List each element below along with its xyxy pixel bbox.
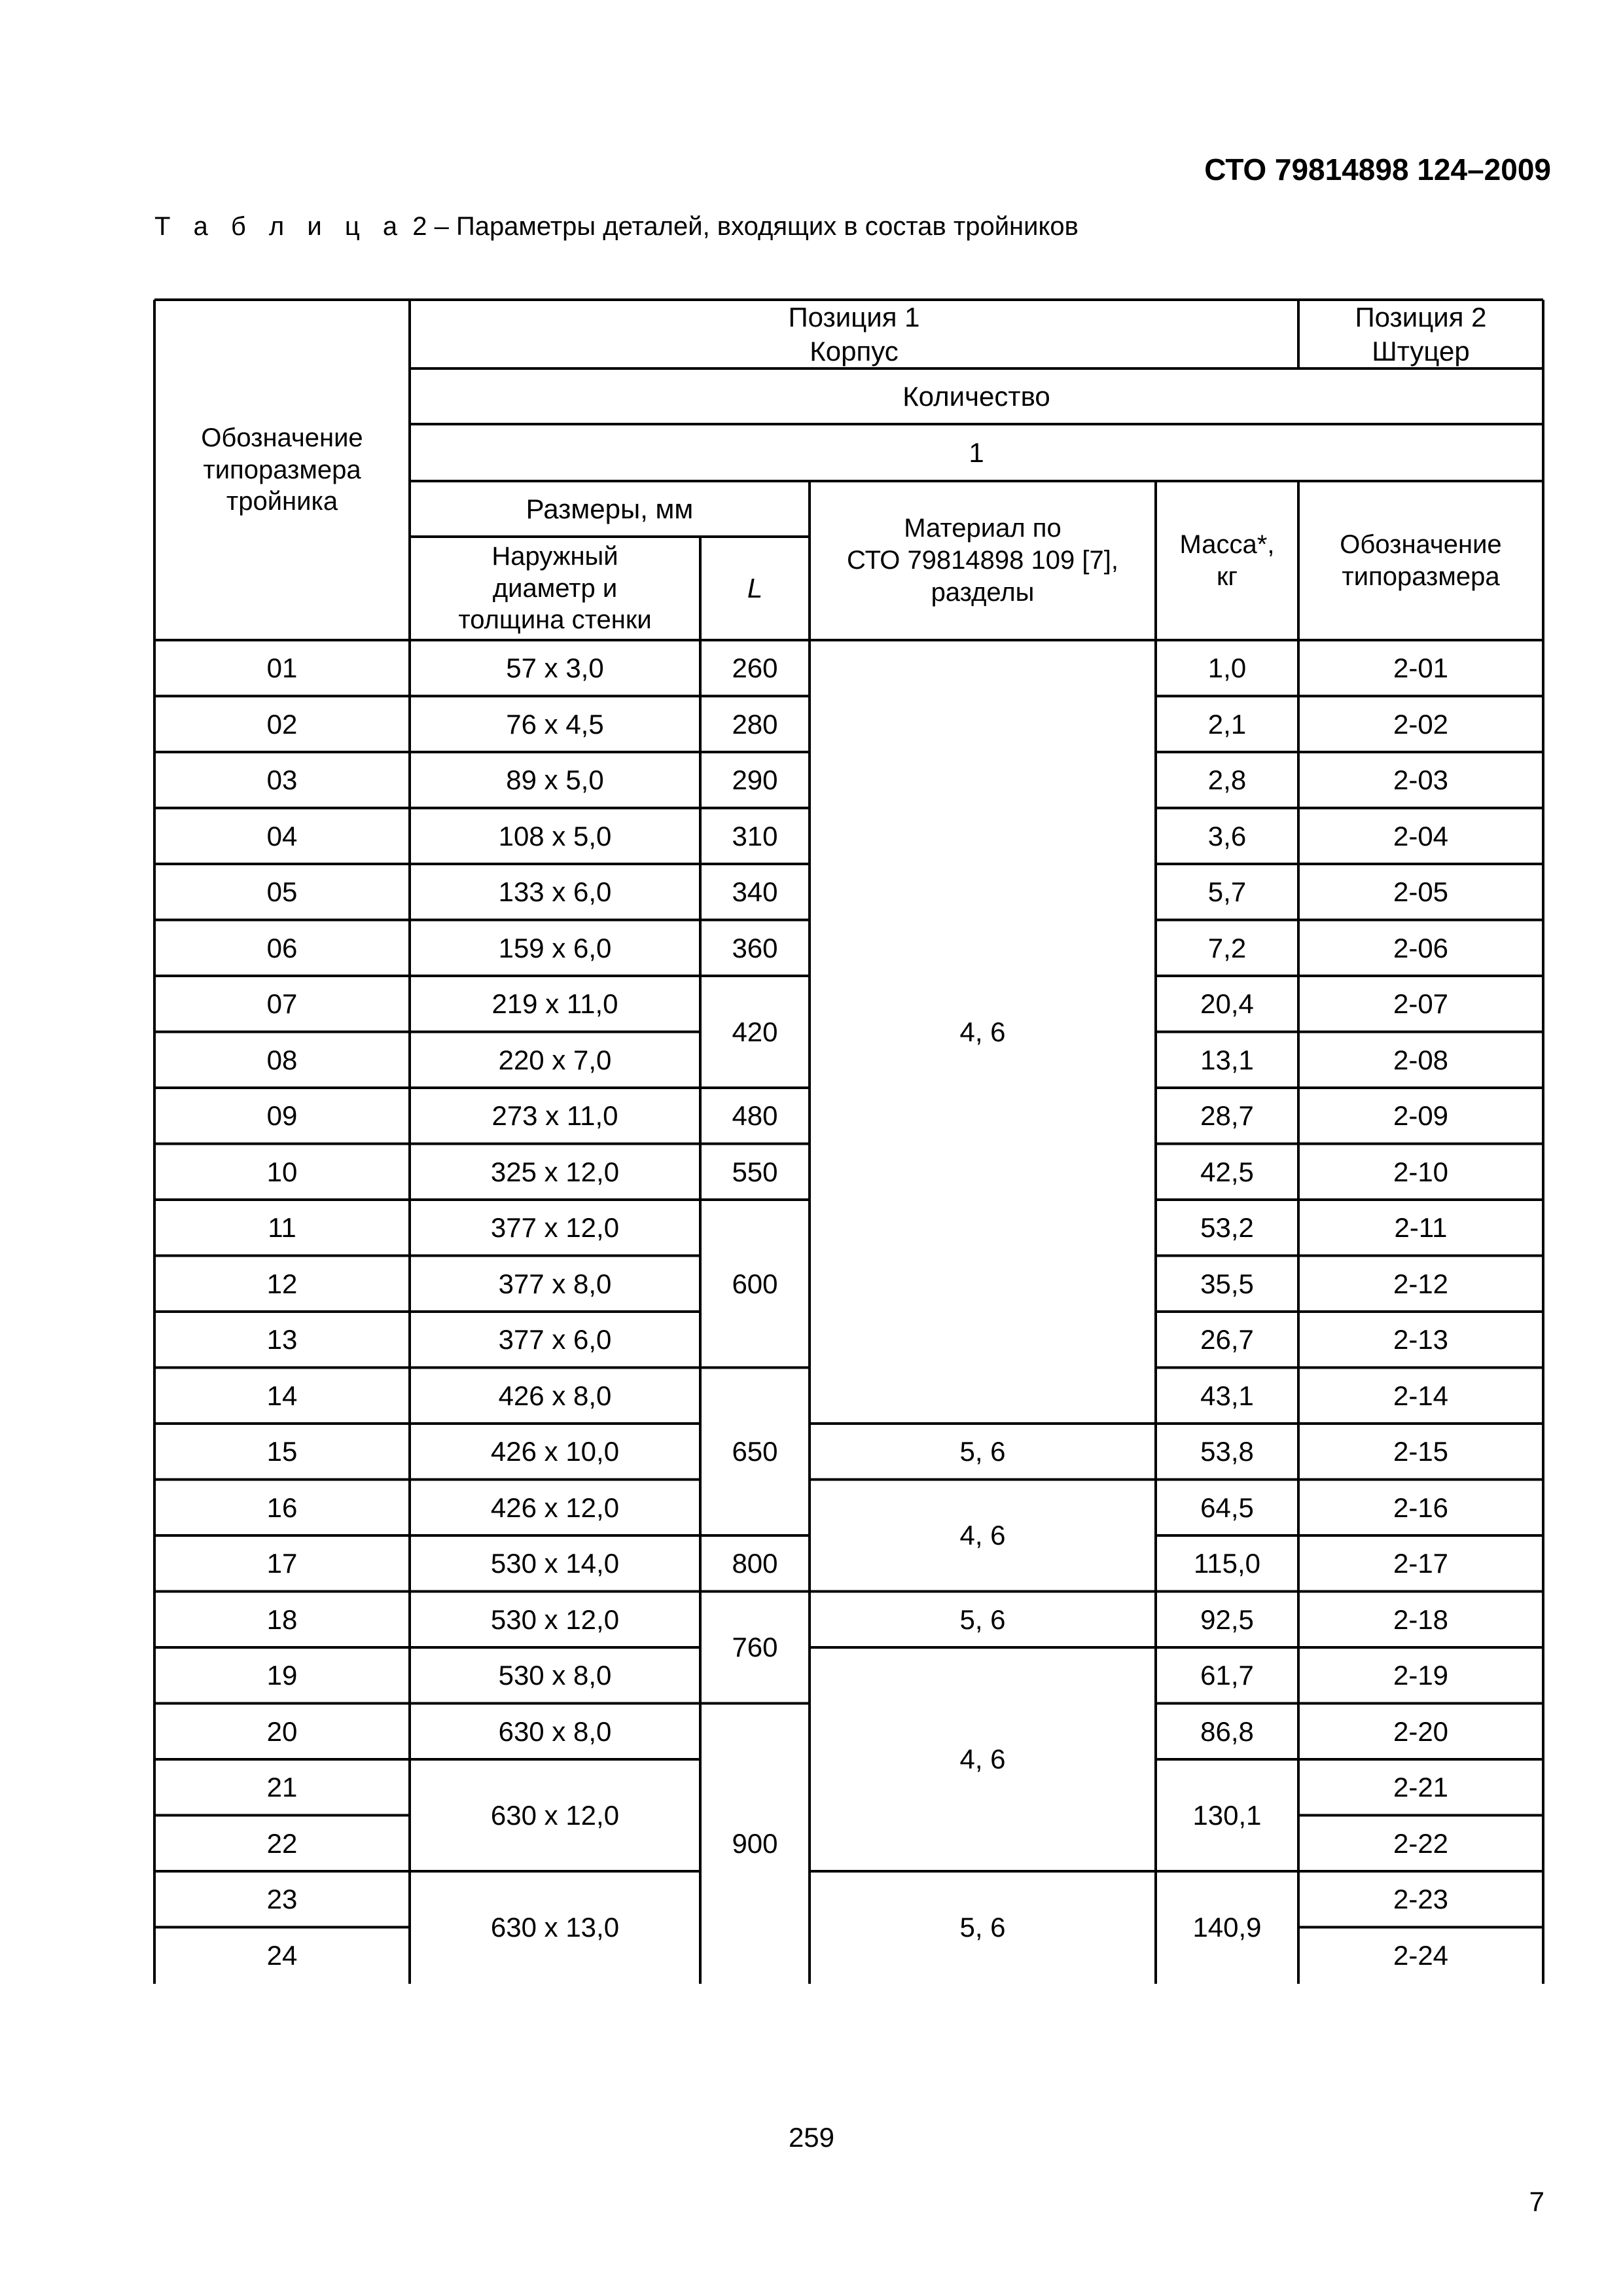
- table-row-diameter: 630 x 8,0: [498, 1715, 612, 1747]
- table-row-length: 420: [732, 1016, 778, 1047]
- table-row-designation: 23: [266, 1884, 298, 1915]
- table-row-fitting: 2-02: [1393, 708, 1449, 740]
- table-row-fitting: 2-14: [1393, 1380, 1449, 1411]
- table-row-mass: 5,7: [1207, 876, 1247, 908]
- table-row-diameter: 273 x 11,0: [491, 1100, 618, 1132]
- table-row-length: 340: [732, 876, 778, 908]
- caption-prefix: Т а б л и ц а: [154, 212, 406, 241]
- table-row-fitting: 2-07: [1393, 988, 1449, 1020]
- table-row-diameter: 325 x 12,0: [490, 1156, 620, 1187]
- table-row-diameter: 219 x 11,0: [491, 988, 618, 1020]
- table-row-designation: 08: [266, 1044, 298, 1075]
- table-row-fitting: 2-06: [1393, 932, 1449, 963]
- table-row-length: 290: [732, 764, 778, 796]
- table-row-designation: 10: [266, 1156, 298, 1187]
- header-material: Материал по СТО 79814898 109 [7], разделы: [847, 514, 1118, 607]
- table-row-fitting: 2-21: [1393, 1772, 1449, 1803]
- table-row-designation: 04: [266, 820, 298, 852]
- table-row-mass: 1,0: [1207, 653, 1247, 684]
- table-row-designation: 13: [266, 1324, 298, 1355]
- table-row-diameter: 630 x 12,0: [490, 1799, 620, 1831]
- table-row-diameter: 76 x 4,5: [506, 708, 604, 740]
- table-row-mass: 43,1: [1200, 1380, 1254, 1411]
- table-row-mass: 130,1: [1192, 1799, 1262, 1831]
- table-row-length: 480: [732, 1100, 778, 1132]
- table-row-mass: 64,5: [1200, 1492, 1254, 1523]
- table-row-mass: 26,7: [1200, 1324, 1254, 1355]
- table-row-length: 260: [732, 653, 778, 684]
- table-row-designation: 03: [266, 764, 298, 796]
- table-row-fitting: 2-09: [1393, 1100, 1449, 1132]
- table-row-designation: 18: [266, 1604, 298, 1635]
- table-row-length: 650: [732, 1436, 778, 1467]
- table-row-mass: 2,1: [1207, 708, 1247, 740]
- table-row-length: 760: [732, 1632, 778, 1663]
- table-row-diameter: 530 x 14,0: [490, 1548, 620, 1579]
- table-row-fitting: 2-15: [1393, 1436, 1449, 1467]
- table-row-diameter: 530 x 12,0: [490, 1604, 620, 1635]
- table-row-length: 360: [732, 932, 778, 963]
- table-row-fitting: 2-23: [1393, 1884, 1449, 1915]
- table-row-mass: 53,2: [1200, 1212, 1254, 1244]
- header-quantity-value: 1: [969, 437, 984, 468]
- table-row-fitting: 2-18: [1393, 1604, 1449, 1635]
- table-row-length: 310: [732, 820, 778, 852]
- table-row-diameter: 377 x 8,0: [498, 1268, 612, 1299]
- page-number: 259: [788, 2122, 835, 2153]
- table-row-diameter: 630 x 13,0: [490, 1911, 620, 1943]
- header-outer-diameter: Наружный диаметр и толщина стенки: [458, 541, 652, 635]
- table-material-group: 5, 6: [959, 1911, 1006, 1943]
- table-row-designation: 12: [266, 1268, 298, 1299]
- table-row-diameter: 377 x 6,0: [498, 1324, 612, 1355]
- table-row-designation: 09: [266, 1100, 298, 1132]
- table-row-diameter: 220 x 7,0: [498, 1044, 612, 1075]
- table-row-diameter: 530 x 8,0: [498, 1660, 612, 1691]
- table-row-diameter: 426 x 8,0: [498, 1380, 612, 1411]
- header-mass: Масса*, кг: [1179, 529, 1275, 591]
- table-row-fitting: 2-04: [1393, 820, 1449, 852]
- table-row-fitting: 2-13: [1393, 1324, 1449, 1355]
- table-row-designation: 21: [266, 1772, 298, 1803]
- table-row-designation: 14: [266, 1380, 298, 1411]
- table-row-fitting: 2-22: [1393, 1827, 1449, 1859]
- table-row-length: 280: [732, 708, 778, 740]
- table-row-diameter: 377 x 12,0: [490, 1212, 620, 1244]
- table-row-designation: 22: [266, 1827, 298, 1859]
- table-row-designation: 01: [266, 653, 298, 684]
- table-row-fitting: 2-10: [1393, 1156, 1449, 1187]
- table-row-fitting: 2-12: [1393, 1268, 1449, 1299]
- header-dimensions: Размеры, мм: [526, 493, 694, 524]
- table-row-designation: 24: [266, 1939, 298, 1971]
- table-row-diameter: 57 x 3,0: [506, 653, 604, 684]
- table-row-fitting: 2-17: [1393, 1548, 1449, 1579]
- table-row-designation: 19: [266, 1660, 298, 1691]
- table-row-length: 550: [732, 1156, 778, 1187]
- table-row-mass: 2,8: [1207, 764, 1247, 796]
- table-row-diameter: 426 x 10,0: [490, 1436, 620, 1467]
- table-row-designation: 17: [266, 1548, 298, 1579]
- table-material-group: 4, 6: [959, 1744, 1006, 1775]
- table-material-group: 4, 6: [959, 1016, 1006, 1047]
- table-row-fitting: 2-08: [1393, 1044, 1449, 1075]
- header-fitting-designation: Обозначение типоразмера: [1340, 529, 1502, 591]
- caption-text: 2 – Параметры деталей, входящих в состав тройников: [405, 212, 1079, 241]
- table-row-mass: 140,9: [1192, 1911, 1262, 1943]
- table-row-mass: 28,7: [1200, 1100, 1254, 1132]
- table-row-fitting: 2-05: [1393, 876, 1449, 908]
- table-row-designation: 11: [268, 1212, 296, 1244]
- table-material-group: 5, 6: [959, 1436, 1006, 1467]
- table-row-mass: 35,5: [1200, 1268, 1254, 1299]
- table-row-mass: 61,7: [1200, 1660, 1254, 1691]
- header-length: L: [747, 573, 763, 604]
- table-row-fitting: 2-01: [1393, 653, 1449, 684]
- table-row-fitting: 2-19: [1393, 1660, 1449, 1691]
- table-material-group: 5, 6: [959, 1604, 1006, 1635]
- table-row-designation: 16: [266, 1492, 298, 1523]
- table-material-group: 4, 6: [959, 1520, 1006, 1551]
- table-row-length: 900: [732, 1827, 778, 1859]
- header-quantity: Количество: [902, 380, 1050, 412]
- table-row-diameter: 426 x 12,0: [490, 1492, 620, 1523]
- table-row-mass: 92,5: [1200, 1604, 1254, 1635]
- table-row-fitting: 2-11: [1394, 1212, 1448, 1244]
- table-row-diameter: 133 x 6,0: [498, 876, 612, 908]
- table-row-mass: 13,1: [1200, 1044, 1254, 1075]
- table-row-fitting: 2-03: [1393, 764, 1449, 796]
- table-row-fitting: 2-24: [1393, 1939, 1449, 1971]
- sheet-number: 7: [1529, 2186, 1544, 2217]
- table-row-fitting: 2-20: [1393, 1715, 1449, 1747]
- table-row-designation: 20: [266, 1715, 298, 1747]
- table-row-designation: 06: [266, 932, 298, 963]
- table-row-mass: 115,0: [1194, 1548, 1260, 1579]
- table-row-mass: 20,4: [1200, 988, 1254, 1020]
- table-row-designation: 05: [266, 876, 298, 908]
- header-position-1: Позиция 1 Корпус: [788, 302, 920, 367]
- header-position-2: Позиция 2 Штуцер: [1355, 302, 1487, 367]
- table-row-mass: 3,6: [1207, 820, 1247, 852]
- header-designation: Обозначение типоразмера тройника: [201, 423, 363, 516]
- table-row-diameter: 89 x 5,0: [506, 764, 604, 796]
- table-row-length: 800: [732, 1548, 778, 1579]
- table-row-length: 600: [732, 1268, 778, 1299]
- table-row-fitting: 2-16: [1393, 1492, 1449, 1523]
- table-row-diameter: 108 x 5,0: [498, 820, 612, 852]
- table-row-designation: 15: [266, 1436, 298, 1467]
- table-row-diameter: 159 x 6,0: [498, 932, 612, 963]
- table-row-designation: 07: [266, 988, 298, 1020]
- document-code: СТО 79814898 124–2009: [1204, 152, 1551, 187]
- table-row-mass: 42,5: [1200, 1156, 1254, 1187]
- table-row-mass: 53,8: [1200, 1436, 1254, 1467]
- table-row-designation: 02: [266, 708, 298, 740]
- table-row-mass: 7,2: [1207, 932, 1247, 963]
- table-row-mass: 86,8: [1200, 1715, 1254, 1747]
